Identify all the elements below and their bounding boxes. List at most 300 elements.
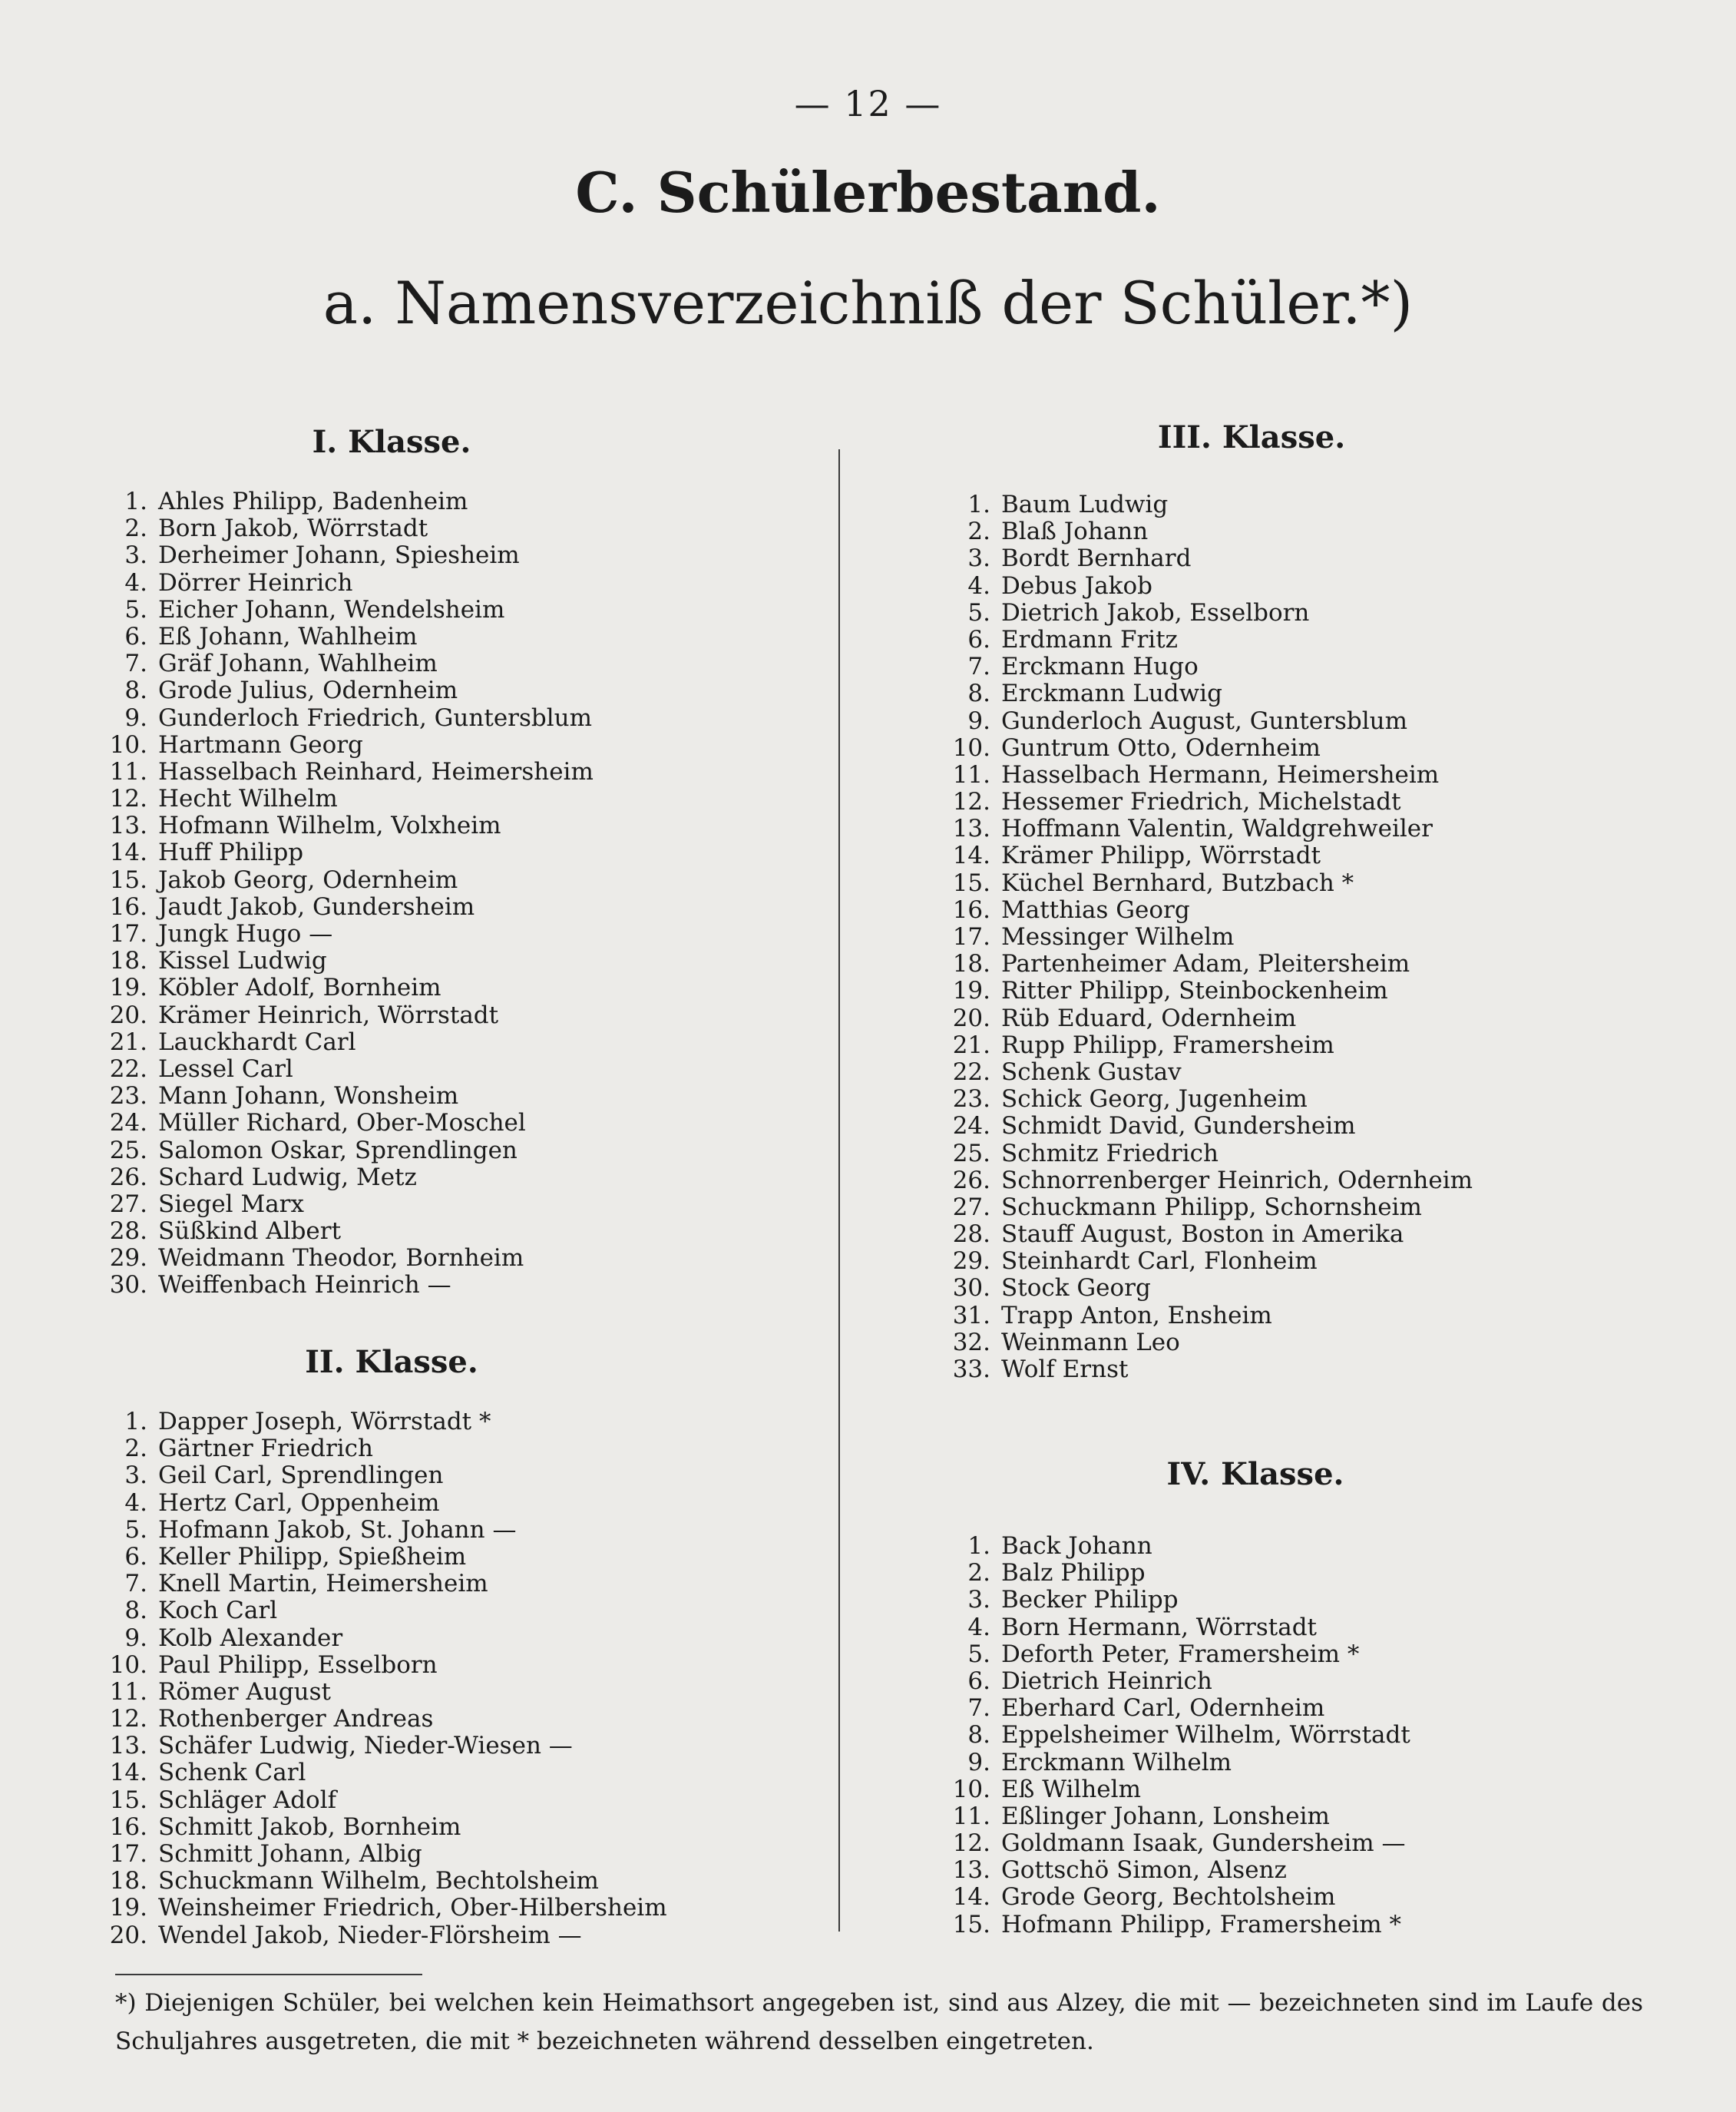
entry-number: 18. [109,1867,147,1895]
student-entry [100,975,594,1001]
student-name: Schenk Carl [158,1759,306,1787]
student-entry [943,600,1473,627]
entry-number: 2. [967,1559,990,1587]
student-entry [943,1059,1473,1086]
student-entry [943,870,1473,897]
student-name: Keller Philipp, Spießheim [158,1542,467,1571]
entry-number: 5. [124,1515,147,1544]
footnote-rule [115,1974,422,1975]
student-entry [943,654,1473,680]
student-name: Matthias Georg [1001,895,1190,924]
student-name: Dapper Joseph, Wörrstadt * [158,1408,491,1435]
student-name: Rüb Eduard, Odernheim [1001,1004,1297,1032]
student-name: Partenheimer Adam, Pleitersheim [1001,950,1410,978]
entry-number: 27. [109,1190,147,1218]
subtitle: a. Namensverzeichniß der Schüler.*) [322,269,1414,337]
student-name: Schläger Adolf [158,1786,337,1814]
entry-number: 15. [109,866,147,894]
student-entry [943,1032,1473,1059]
student-name: Guntrum Otto, Odernheim [1001,733,1321,762]
student-entry [100,1164,594,1191]
entry-number: 6. [967,1667,990,1695]
student-entry [100,759,594,786]
student-name: Steinhardt Carl, Flonheim [1001,1247,1318,1276]
student-name: Gärtner Friedrich [158,1435,373,1463]
student-name: Erckmann Ludwig [1001,680,1222,708]
student-entry [100,732,594,759]
student-list-class-1 [100,488,594,1299]
student-entry [943,1912,1410,1938]
student-entry [100,1137,594,1164]
student-name: Paul Philipp, Esselborn [158,1650,438,1679]
entry-number: 13. [109,1732,147,1760]
entry-number: 17. [952,923,990,951]
entry-number: 7. [124,1570,147,1598]
student-name: Hofmann Philipp, Framersheim * [1001,1910,1402,1938]
student-entry [100,1571,667,1597]
entry-number: 14. [109,1759,147,1787]
student-name: Hoffmann Valentin, Waldgrehweiler [1001,815,1433,843]
student-name: Weinsheimer Friedrich, Ober-Hilbersheim [158,1894,667,1922]
student-name: Küchel Bernhard, Butzbach * [1001,869,1354,897]
student-name: Dietrich Heinrich [1001,1667,1212,1695]
student-entry [943,978,1473,1005]
student-entry [100,867,594,894]
entry-number: 22. [952,1058,990,1086]
entry-number: 1. [967,1532,990,1560]
student-name: Becker Philipp [1001,1586,1179,1614]
student-name: Eßlinger Johann, Lonsheim [1001,1802,1330,1830]
student-name: Weiffenbach Heinrich — [158,1271,451,1299]
entry-number: 26. [109,1163,147,1191]
entry-number: 19. [109,974,147,1002]
entry-number: 19. [109,1894,147,1922]
student-name: Huff Philipp [158,839,304,867]
student-entry [100,839,594,866]
class-heading-3: III. Klasse. [1157,419,1346,455]
entry-number: 7. [967,653,990,681]
entry-number: 8. [124,1597,147,1625]
footnote: *) Diejenigen Schüler, bei welchen kein Heimathsort angegeben ist, sind aus Alzey, die mit — bezeichneten sind im Laufe des Schuljahres ausgetreten, die mit * bezeichneten während desselben eingetreten. [115,1989,1643,2055]
entry-number: 6. [124,1542,147,1571]
entry-number: 3. [124,541,147,570]
entry-number: 10. [109,730,147,759]
entry-number: 11. [952,1802,990,1830]
student-entry [943,924,1473,951]
student-entry [943,1303,1473,1329]
student-entry [100,1625,667,1652]
entry-number: 19. [952,977,990,1005]
student-name: Wendel Jakob, Nieder-Flörsheim — [158,1921,582,1949]
entry-number: 25. [109,1136,147,1164]
student-entry [100,1490,667,1517]
student-entry [943,1830,1410,1857]
entry-number: 20. [109,1001,147,1029]
student-entry [943,735,1473,762]
student-entry [100,488,594,515]
entry-number: 1. [967,491,990,518]
student-entry [100,1597,667,1624]
student-name: Jakob Georg, Odernheim [158,866,458,894]
student-entry [100,948,594,975]
student-name: Debus Jakob [1001,571,1152,600]
entry-number: 17. [109,1840,147,1868]
student-entry [100,1462,667,1489]
student-name: Süßkind Albert [158,1217,342,1246]
entry-number: 12. [952,788,990,816]
student-entry [943,573,1473,600]
entry-number: 16. [109,1812,147,1841]
student-entry [943,1005,1473,1032]
entry-number: 23. [109,1082,147,1111]
student-name: Schuckmann Philipp, Schornsheim [1001,1193,1422,1221]
student-name: Born Hermann, Wörrstadt [1001,1613,1318,1641]
student-entry [100,1922,667,1949]
entry-number: 15. [952,1910,990,1938]
student-name: Knell Martin, Heimersheim [158,1570,488,1598]
entry-number: 3. [124,1462,147,1490]
entry-number: 18. [952,950,990,978]
student-entry [100,570,594,597]
student-name: Schmidt David, Gundersheim [1001,1112,1356,1140]
student-name: Hofmann Wilhelm, Volxheim [158,812,501,840]
student-entry [943,1722,1410,1749]
entry-number: 2. [967,518,990,546]
student-entry [943,897,1473,924]
student-entry [100,1409,667,1435]
student-name: Hecht Wilhelm [158,785,338,813]
entry-number: 10. [952,733,990,762]
entry-number: 12. [109,785,147,813]
student-entry [100,1083,594,1110]
student-name: Eberhard Carl, Odernheim [1001,1694,1325,1723]
entry-number: 8. [124,677,147,705]
student-entry [943,708,1473,735]
student-entry [943,1587,1410,1614]
entry-number: 14. [952,1883,990,1912]
student-name: Schmitt Johann, Albig [158,1840,422,1868]
student-entry [943,762,1473,789]
student-name: Hartmann Georg [158,730,363,759]
student-list-class-3 [943,492,1473,1383]
entry-number: 6. [967,625,990,654]
entry-number: 3. [967,545,990,573]
entry-number: 17. [109,920,147,948]
entry-number: 13. [952,1856,990,1885]
student-entry [943,1248,1473,1275]
student-name: Salomon Oskar, Sprendlingen [158,1136,517,1164]
entry-number: 2. [124,515,147,543]
entry-number: 9. [124,1624,147,1652]
column-divider [838,449,840,1932]
student-name: Schnorrenberger Heinrich, Odernheim [1001,1166,1473,1194]
entry-number: 4. [967,571,990,600]
entry-number: 16. [952,895,990,924]
student-name: Dietrich Jakob, Esselborn [1001,598,1310,627]
student-name: Müller Richard, Ober-Moschel [158,1109,526,1137]
student-entry [100,677,594,704]
entry-number: 22. [109,1054,147,1083]
student-name: Römer August [158,1677,331,1706]
student-entry [943,1329,1473,1356]
student-name: Goldmann Isaak, Gundersheim — [1001,1829,1406,1858]
student-entry [943,1803,1410,1830]
student-name: Gräf Johann, Wahlheim [158,650,438,678]
entry-number: 31. [952,1301,990,1329]
student-name: Schard Ludwig, Metz [158,1163,417,1191]
entry-number: 28. [952,1220,990,1249]
student-entry [943,518,1473,545]
student-entry [100,894,594,921]
student-name: Balz Philipp [1001,1559,1146,1587]
entry-number: 20. [109,1921,147,1949]
student-name: Jungk Hugo — [158,920,333,948]
entry-number: 7. [124,650,147,678]
entry-number: 9. [124,703,147,732]
student-name: Baum Ludwig [1001,491,1169,518]
student-name: Kolb Alexander [158,1624,343,1652]
class-heading-1: I. Klasse. [312,424,471,460]
student-name: Bordt Bernhard [1001,545,1192,573]
student-name: Hertz Carl, Oppenheim [158,1488,440,1517]
student-name: Weidmann Theodor, Bornheim [158,1244,524,1273]
student-name: Hessemer Friedrich, Michelstadt [1001,788,1401,816]
student-name: Geil Carl, Sprendlingen [158,1462,444,1490]
entry-number: 27. [952,1193,990,1221]
student-entry [100,1218,594,1245]
entry-number: 23. [952,1085,990,1114]
student-name: Gunderloch Friedrich, Guntersblum [158,703,593,732]
student-name: Weinmann Leo [1001,1328,1180,1356]
entry-number: 2. [124,1435,147,1463]
entry-number: 3. [967,1586,990,1614]
student-name: Dörrer Heinrich [158,568,353,597]
student-entry [943,1194,1473,1221]
entry-number: 8. [967,1721,990,1750]
student-name: Lessel Carl [158,1054,293,1083]
student-entry [100,1895,667,1922]
student-entry [100,813,594,839]
student-entry [100,1759,667,1786]
student-name: Schmitz Friedrich [1001,1139,1219,1167]
student-name: Grode Georg, Bechtolsheim [1001,1883,1336,1912]
student-name: Stock Georg [1001,1274,1151,1303]
student-entry [100,624,594,650]
student-name: Köbler Adolf, Bornheim [158,974,441,1002]
entry-number: 5. [967,1640,990,1668]
entry-number: 13. [952,815,990,843]
student-entry [943,680,1473,707]
entry-number: 13. [109,812,147,840]
student-name: Rupp Philipp, Framersheim [1001,1031,1334,1059]
student-entry [100,1841,667,1868]
student-name: Trapp Anton, Ensheim [1001,1301,1272,1329]
student-name: Krämer Heinrich, Wörrstadt [158,1001,499,1029]
class-heading-4: IV. Klasse. [1166,1456,1344,1492]
student-name: Schenk Gustav [1001,1058,1182,1086]
entry-number: 8. [967,680,990,708]
entry-number: 1. [124,1408,147,1435]
student-name: Wolf Ernst [1001,1356,1129,1383]
student-name: Siegel Marx [158,1190,304,1218]
student-entry [100,1652,667,1679]
entry-number: 18. [109,947,147,975]
student-entry [100,1245,594,1272]
student-entry [100,1868,667,1895]
entry-number: 11. [109,1677,147,1706]
entry-number: 11. [952,760,990,789]
student-entry [100,1706,667,1733]
student-entry [943,789,1473,816]
student-name: Erckmann Wilhelm [1001,1748,1232,1776]
student-name: Eß Johann, Wahlheim [158,622,418,650]
student-entry [943,1221,1473,1248]
entry-number: 9. [967,707,990,735]
entry-number: 30. [109,1271,147,1299]
student-entry [943,1614,1410,1641]
student-name: Ritter Philipp, Steinbockenheim [1001,977,1388,1005]
student-name: Erdmann Fritz [1001,625,1178,654]
entry-number: 11. [109,757,147,786]
student-entry [943,1695,1410,1722]
student-name: Erckmann Hugo [1001,653,1199,681]
student-entry [943,1884,1410,1911]
entry-number: 26. [952,1166,990,1194]
student-name: Messinger Wilhelm [1001,923,1235,951]
student-name: Gottschö Simon, Alsenz [1001,1856,1287,1885]
student-entry [943,1776,1410,1803]
student-entry [100,1272,594,1299]
student-entry [943,1750,1410,1776]
entry-number: 4. [967,1613,990,1641]
student-name: Kissel Ludwig [158,947,327,975]
entry-number: 29. [952,1247,990,1276]
student-list-class-4 [943,1533,1410,1938]
student-name: Schäfer Ludwig, Nieder-Wiesen — [158,1732,573,1760]
entry-number: 9. [967,1748,990,1776]
entry-number: 21. [109,1028,147,1056]
student-entry [100,921,594,948]
student-entry [943,1533,1410,1560]
entry-number: 24. [952,1112,990,1140]
student-entry [100,1517,667,1544]
student-name: Blaß Johann [1001,518,1149,546]
student-name: Derheimer Johann, Spiesheim [158,541,520,570]
student-name: Hasselbach Hermann, Heimersheim [1001,760,1440,789]
student-entry [943,842,1473,869]
entry-number: 10. [952,1775,990,1803]
entry-number: 1. [124,488,147,515]
entry-number: 20. [952,1004,990,1032]
student-entry [100,1544,667,1571]
entry-number: 30. [952,1274,990,1303]
student-entry [943,1356,1473,1383]
student-name: Mann Johann, Wonsheim [158,1082,459,1111]
student-entry [943,1140,1473,1167]
student-entry [100,515,594,542]
entry-number: 14. [109,839,147,867]
entry-number: 21. [952,1031,990,1059]
section-title: C. Schülerbestand. [575,160,1161,225]
student-name: Rothenberger Andreas [158,1705,434,1733]
student-entry [100,705,594,732]
entry-number: 33. [952,1356,990,1383]
student-name: Schuckmann Wilhelm, Bechtolsheim [158,1867,599,1895]
entry-number: 12. [109,1705,147,1733]
student-entry [100,1029,594,1056]
student-name: Stauff August, Boston in Amerika [1001,1220,1404,1249]
student-name: Eppelsheimer Wilhelm, Wörrstadt [1001,1721,1410,1750]
student-name: Hofmann Jakob, St. Johann — [158,1515,517,1544]
entry-number: 16. [109,892,147,921]
student-name: Deforth Peter, Framersheim * [1001,1640,1360,1668]
student-name: Eß Wilhelm [1001,1775,1141,1803]
student-entry [943,492,1473,518]
page-number: — 12 — [794,83,942,124]
student-entry [943,1167,1473,1194]
entry-number: 10. [109,1650,147,1679]
entry-number: 14. [952,842,990,870]
student-entry [943,1275,1473,1302]
student-entry [943,1560,1410,1587]
student-entry [100,786,594,813]
student-entry [100,1191,594,1218]
entry-number: 4. [124,1488,147,1517]
student-entry [100,1056,594,1083]
student-entry [100,650,594,677]
student-entry [943,1086,1473,1113]
student-name: Gunderloch August, Guntersblum [1001,707,1408,735]
entry-number: 29. [109,1244,147,1273]
entry-number: 15. [109,1786,147,1814]
student-entry [943,1857,1410,1884]
entry-number: 7. [967,1694,990,1723]
entry-number: 12. [952,1829,990,1858]
entry-number: 25. [952,1139,990,1167]
student-entry [100,542,594,569]
student-entry [100,1787,667,1814]
entry-number: 5. [124,595,147,624]
entry-number: 24. [109,1109,147,1137]
entry-number: 28. [109,1217,147,1246]
student-name: Lauckhardt Carl [158,1028,356,1056]
entry-number: 15. [952,869,990,897]
student-name: Koch Carl [158,1597,278,1625]
student-entry [100,1002,594,1029]
student-entry [100,1435,667,1462]
student-entry [943,816,1473,842]
student-name: Grode Julius, Odernheim [158,677,458,705]
class-heading-2: II. Klasse. [305,1344,478,1380]
entry-number: 4. [124,568,147,597]
student-name: Jaudt Jakob, Gundersheim [158,892,475,921]
student-name: Born Jakob, Wörrstadt [158,515,428,543]
student-entry [943,1641,1410,1668]
student-name: Hasselbach Reinhard, Heimersheim [158,757,594,786]
student-name: Ahles Philipp, Badenheim [158,488,468,515]
student-entry [943,951,1473,978]
student-name: Krämer Philipp, Wörrstadt [1001,842,1321,870]
student-entry [100,1110,594,1137]
student-name: Back Johann [1001,1532,1152,1560]
entry-number: 32. [952,1328,990,1356]
student-name: Schick Georg, Jugenheim [1001,1085,1308,1114]
student-name: Eicher Johann, Wendelsheim [158,595,505,624]
student-entry [100,1733,667,1759]
student-entry [943,545,1473,572]
entry-number: 5. [967,598,990,627]
student-entry [100,1679,667,1706]
